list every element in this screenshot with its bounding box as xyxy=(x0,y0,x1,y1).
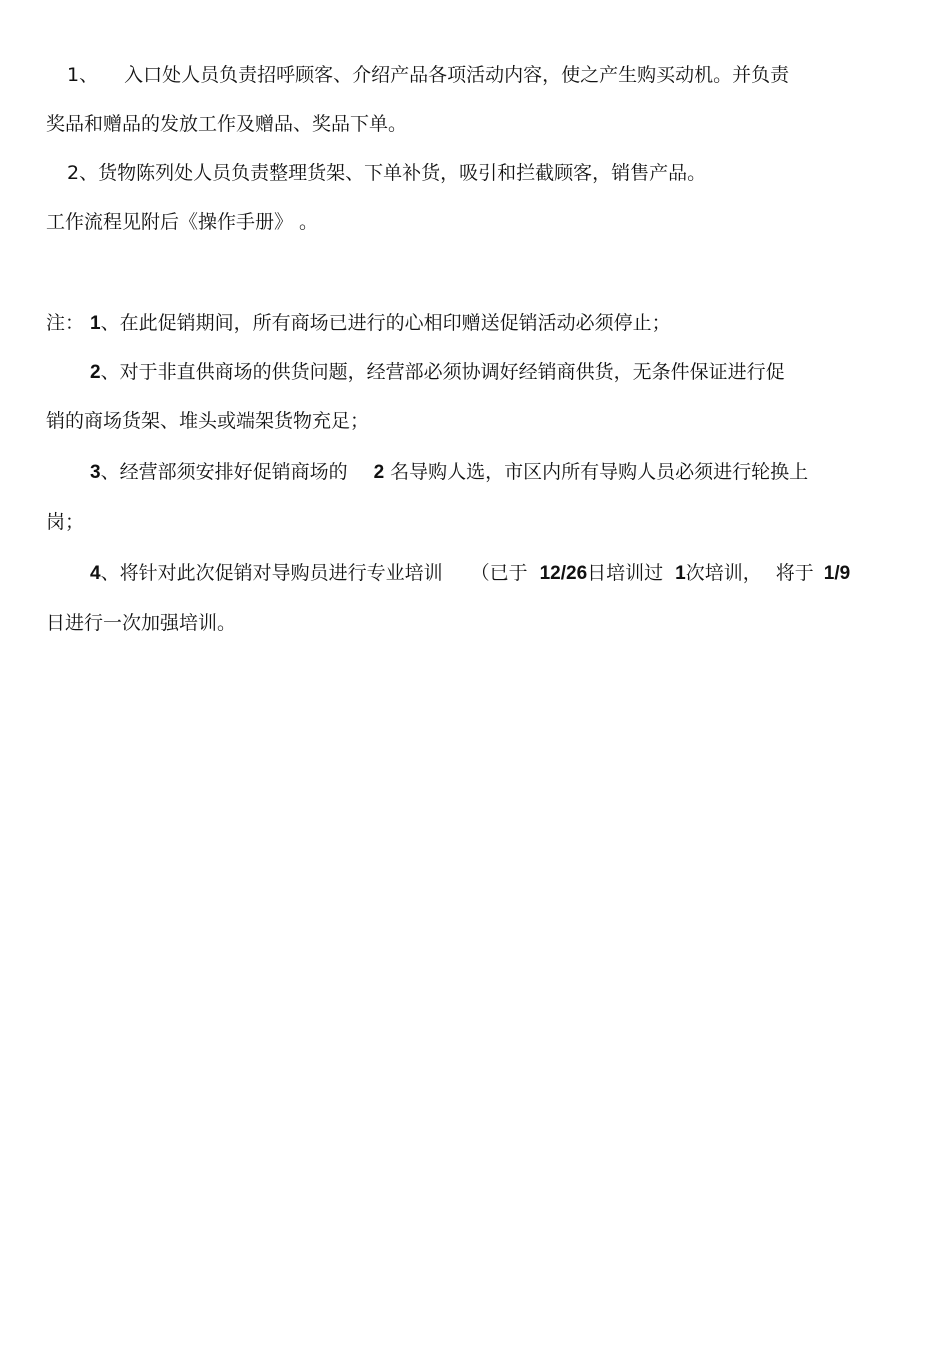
duty-item-1-text: 入口处人员负责招呼顾客、介绍产品各项活动内容，使之产生购买动机。并负责 xyxy=(124,64,790,86)
note-item-2-text: 、对于非直供商场的供货问题，经营部必须协调好经销商供货，无条件保证进行促 xyxy=(100,361,785,383)
note-item-4-text: 、将针对此次促销对导购员进行专业培训 xyxy=(100,562,443,584)
duty-item-1-line-2: 奖品和赠品的发放工作及赠品、奖品下单。 xyxy=(46,113,408,135)
duty-item-1-line-1 xyxy=(67,63,789,87)
note-item-2-line-1 xyxy=(90,360,785,385)
note-item-4-sessions: 次培训， xyxy=(685,562,762,584)
note-item-3-line-2: 岗； xyxy=(46,511,85,533)
duty-item-2: 2、货物陈列处人员负责整理货架、下单补货，吸引和拦截顾客，销售产品。 xyxy=(67,162,707,184)
note-item-3-text-cont: 名导购人选，市区内所有导购人员必须进行轮换上 xyxy=(390,461,809,483)
note-item-1 xyxy=(46,311,671,336)
note-item-4-trained: 日培训过 xyxy=(587,562,664,584)
note-item-4-paren: （已于 xyxy=(470,562,528,584)
note-item-2-line-2: 销的商场货架、堆头或端架货物充足； xyxy=(46,410,370,432)
note-item-4-date-2: 1/9 xyxy=(823,563,851,584)
note-item-3-text: 、经营部须安排好促销商场的 xyxy=(100,461,348,483)
workflow-note: 工作流程见附后《操作手册》 。 xyxy=(46,211,319,233)
note-item-3-line-1 xyxy=(90,460,808,485)
note-item-4-line-2: 日进行一次加强培训。 xyxy=(46,612,237,634)
note-item-4-date-1: 12/26 xyxy=(539,563,588,584)
note-item-2-number: 2 xyxy=(90,362,101,383)
note-item-1-number: 1 xyxy=(90,313,101,334)
note-item-3-number: 3 xyxy=(90,462,101,483)
note-item-4-will: 将于 xyxy=(775,562,814,584)
note-item-4-line-1 xyxy=(90,561,850,586)
note-item-1-text: 、在此促销期间，所有商场已进行的心相印赠送促销活动必须停止； xyxy=(100,312,671,334)
note-item-3-count: 2 xyxy=(373,462,385,483)
note-item-4-times: 1 xyxy=(675,563,686,584)
notes-label: 注： xyxy=(46,312,85,334)
note-item-4-number: 4 xyxy=(90,563,101,584)
duty-item-1-number: 1、 xyxy=(67,64,99,86)
